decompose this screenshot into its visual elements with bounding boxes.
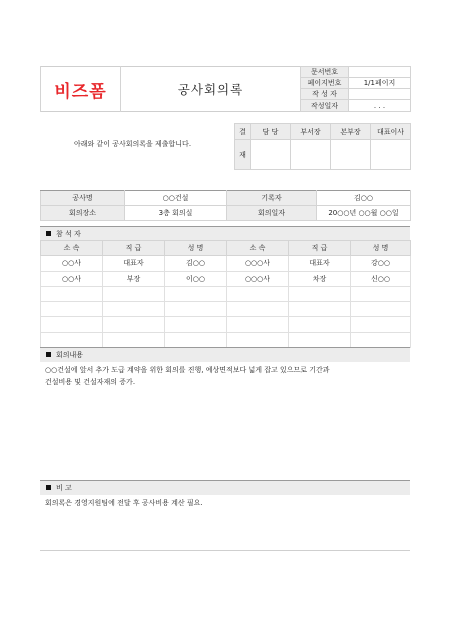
approval-col-ceo: 대표이사 — [371, 124, 411, 140]
table-row — [41, 332, 411, 347]
label-meeting-date: 회의일자 — [227, 206, 317, 221]
meeting-line: 건설비용 및 건설자재의 증가. — [45, 378, 136, 386]
cell — [227, 317, 289, 332]
square-bullet-icon — [46, 485, 51, 490]
cell — [41, 332, 103, 347]
meeting-section-header — [40, 347, 410, 362]
document-title: 공사회의록 — [177, 82, 244, 97]
cell: ○○사 — [41, 256, 103, 271]
cell: 신○○ — [351, 271, 411, 286]
meta-value-date: . . . — [349, 100, 411, 112]
meta-value-page-number: 1/1페이지 — [349, 78, 411, 89]
table-row — [41, 271, 411, 286]
table-row — [41, 286, 411, 301]
attendees-table — [40, 240, 411, 348]
approval-col-dept-head: 부서장 — [291, 124, 331, 140]
meta-value-doc-number — [349, 67, 411, 78]
table-row — [41, 256, 411, 271]
square-bullet-icon — [46, 231, 51, 236]
info-row — [41, 206, 411, 221]
cell — [227, 286, 289, 301]
approval-label-bottom: 재 — [235, 140, 251, 170]
cell — [103, 317, 165, 332]
cell — [351, 302, 411, 317]
remarks-section-header — [40, 480, 410, 495]
cell — [103, 332, 165, 347]
cell: 부장 — [103, 271, 165, 286]
cell — [351, 286, 411, 301]
cell — [41, 317, 103, 332]
table-row — [41, 302, 411, 317]
label-project-name: 공사명 — [41, 191, 125, 206]
value-project-name: ○○건설 — [125, 191, 227, 206]
cell — [227, 302, 289, 317]
cell — [165, 302, 227, 317]
approval-col-staff: 담 당 — [251, 124, 291, 140]
intro-text: 아래와 같이 공사회의록을 제출합니다. — [73, 140, 192, 148]
meta-label-author: 작 성 자 — [301, 89, 349, 100]
cell — [103, 302, 165, 317]
meeting-line: ○○건설에 앞서 추가 도급 계약을 위한 회의를 진행, 예상면적보다 넓게 잡고 있으므로 기간과 — [45, 366, 330, 374]
cell — [289, 317, 351, 332]
attendees-section-header — [40, 226, 410, 241]
bizform-logo: 비즈폼 — [54, 81, 107, 102]
logo-cell — [41, 67, 121, 112]
approval-sign-division-head[interactable] — [331, 140, 371, 170]
document-header — [40, 66, 411, 112]
cell: ○○○사 — [227, 271, 289, 286]
cell — [165, 317, 227, 332]
cell — [41, 302, 103, 317]
remarks-text: 회의록은 경영지원팀에 전달 후 공사비용 계산 필요. — [45, 499, 203, 507]
meta-value-author — [349, 89, 411, 100]
col-position: 직 급 — [103, 241, 165, 256]
cell: 차장 — [289, 271, 351, 286]
approval-sign-dept-head[interactable] — [291, 140, 331, 170]
col-affiliation: 소 속 — [227, 241, 289, 256]
meta-label-page-number: 페이지번호 — [301, 78, 349, 89]
col-affiliation: 소 속 — [41, 241, 103, 256]
table-row — [41, 317, 411, 332]
approval-sign-ceo[interactable] — [371, 140, 411, 170]
value-meeting-place: 3층 회의실 — [125, 206, 227, 221]
cell: 대표자 — [103, 256, 165, 271]
meta-label-date: 작성일자 — [301, 100, 349, 112]
attendees-header-row — [41, 241, 411, 256]
meeting-section-title: 회의내용 — [56, 351, 84, 359]
cell: ○○사 — [41, 271, 103, 286]
value-recorder: 김○○ — [317, 191, 411, 206]
cell: 이○○ — [165, 271, 227, 286]
col-name: 성 명 — [165, 241, 227, 256]
cell: 대표자 — [289, 256, 351, 271]
cell — [289, 302, 351, 317]
cell — [351, 332, 411, 347]
bottom-divider — [40, 550, 410, 551]
cell: 김○○ — [165, 256, 227, 271]
title-cell — [121, 67, 301, 112]
cell: 강○○ — [351, 256, 411, 271]
cell — [351, 317, 411, 332]
cell — [103, 286, 165, 301]
meta-label-doc-number: 문서번호 — [301, 67, 349, 78]
col-position: 직 급 — [289, 241, 351, 256]
square-bullet-icon — [46, 352, 51, 357]
label-meeting-place: 회의장소 — [41, 206, 125, 221]
cell: ○○○사 — [227, 256, 289, 271]
meeting-content — [45, 364, 405, 388]
approval-col-division-head: 본부장 — [331, 124, 371, 140]
info-row — [41, 191, 411, 206]
cell — [289, 332, 351, 347]
cell — [165, 286, 227, 301]
project-info-table — [40, 190, 411, 221]
col-name: 성 명 — [351, 241, 411, 256]
approval-box — [234, 123, 411, 170]
approval-label-top: 결 — [235, 124, 251, 140]
label-recorder: 기록자 — [227, 191, 317, 206]
remarks-section-title: 비 고 — [56, 484, 72, 492]
cell — [289, 286, 351, 301]
value-meeting-date: 20○○년 ○○월 ○○일 — [317, 206, 411, 221]
approval-sign-staff[interactable] — [251, 140, 291, 170]
cell — [41, 286, 103, 301]
cell — [227, 332, 289, 347]
cell — [165, 332, 227, 347]
attendees-section-title: 참 석 자 — [56, 230, 81, 238]
